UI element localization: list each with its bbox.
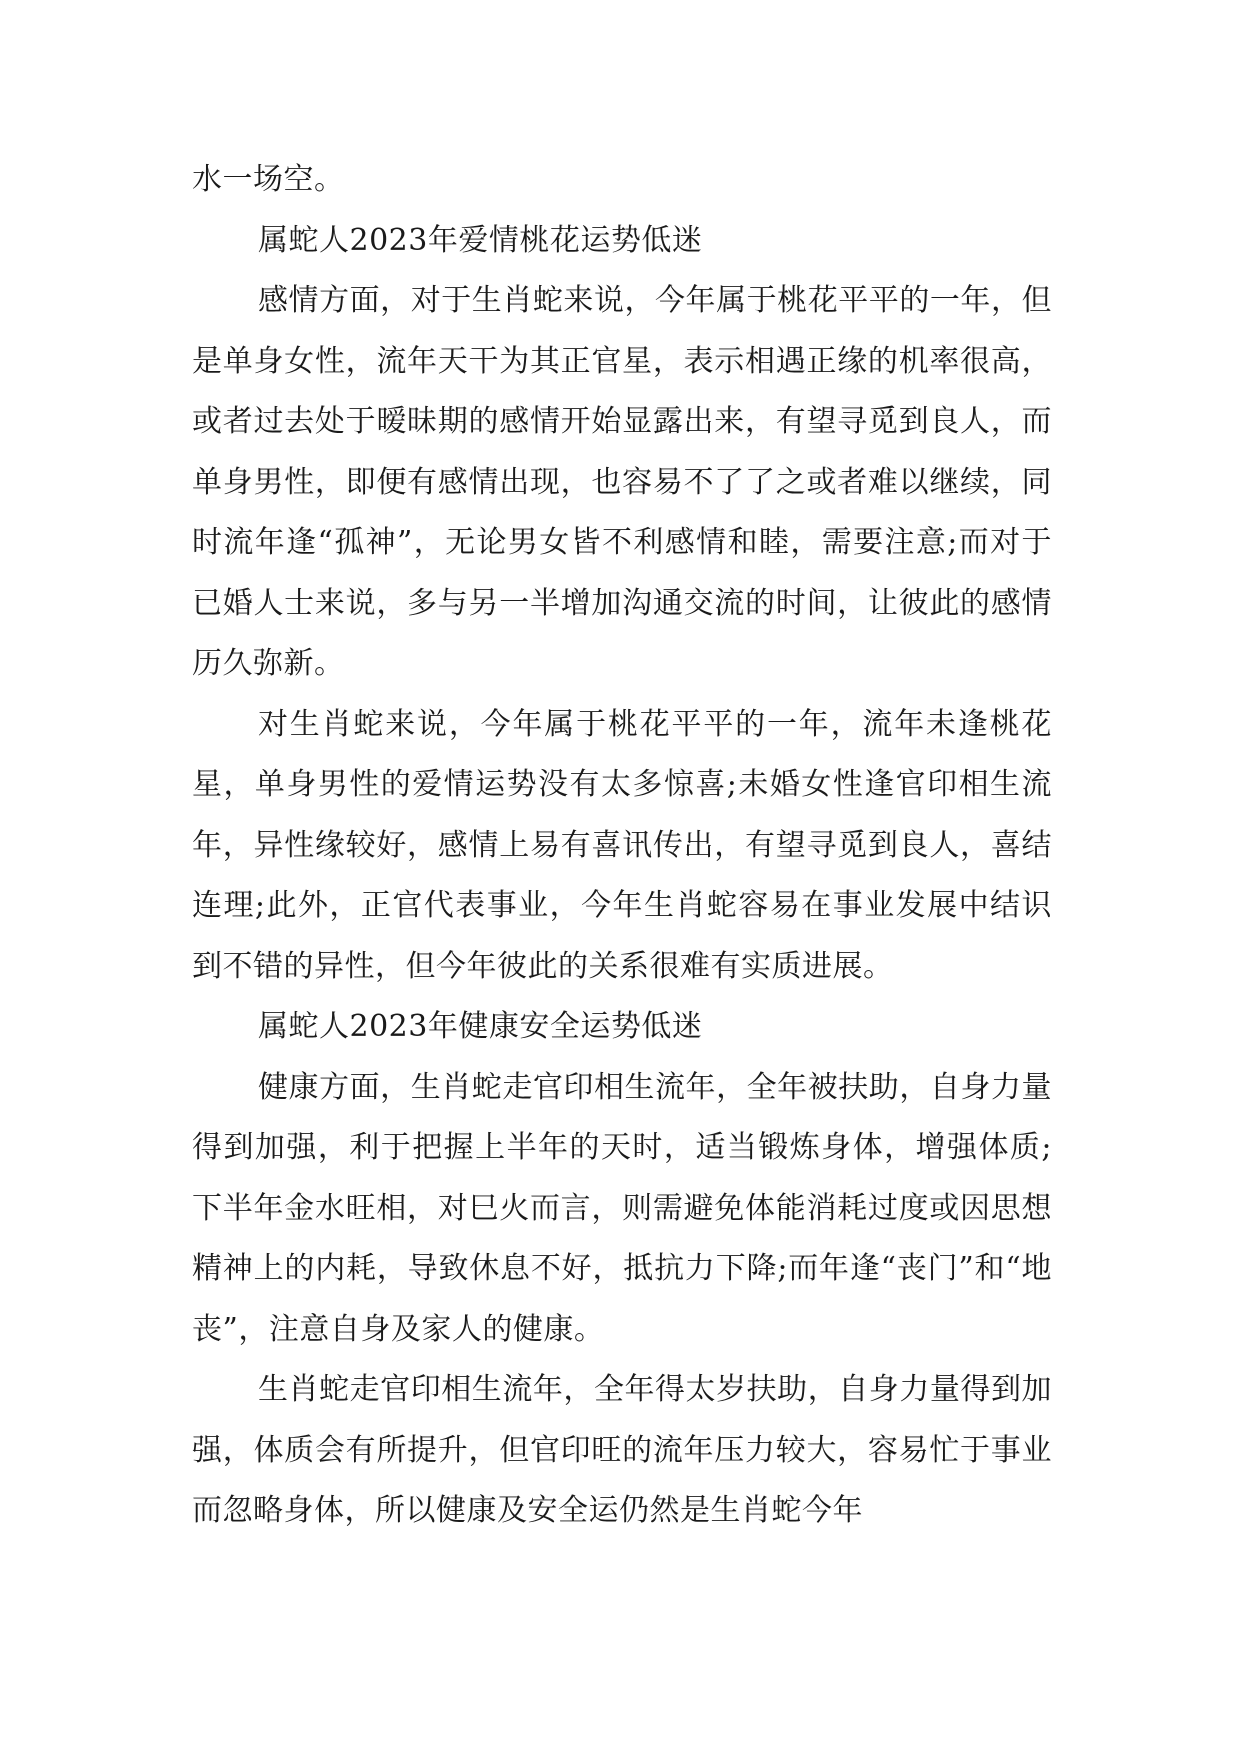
paragraph-love-2: 对生肖蛇来说，今年属于桃花平平的一年，流年未逢桃花星，单身男性的爱情运势没有太多惊喜;未婚女性逢官印相生流年，异性缘较好，感情上易有喜讯传出，有望寻觅到良人，喜结连理;此外，正官代表事业，今年生肖蛇容易在事业发展中结识到不错的异性，但今年彼此的关系很难有实质进展。 bbox=[192, 706, 1052, 984]
document-body bbox=[192, 150, 1052, 1542]
paragraph-love-1: 感情方面，对于生肖蛇来说，今年属于桃花平平的一年，但是单身女性，流年天干为其正官星，表示相遇正缘的机率很高，或者过去处于暧昧期的感情开始显露出来，有望寻觅到良人，而单身男性，即便有感情出现，也容易不了了之或者难以继续，同时流年逢“孤神”，无论男女皆不利感情和睦，需要注意;而对于已婚人士来说，多与另一半增加沟通交流的时间，让彼此的感情历久弥新。 bbox=[192, 283, 1052, 681]
paragraph-health-1: 健康方面，生肖蛇走官印相生流年，全年被扶助，自身力量得到加强，利于把握上半年的天时，适当锻炼身体，增强体质;下半年金水旺相，对巳火而言，则需避免体能消耗过度或因思想精神上的内耗，导致休息不好，抵抗力下降;而年逢“丧门”和“地丧”，注意自身及家人的健康。 bbox=[192, 1069, 1052, 1347]
paragraph-continuation: 水一场空。 bbox=[192, 162, 345, 197]
section-heading-health: 属蛇人2023年健康安全运势低迷 bbox=[258, 1009, 703, 1044]
section-heading-love: 属蛇人2023年爱情桃花运势低迷 bbox=[258, 222, 703, 258]
paragraph-health-2: 生肖蛇走官印相生流年，全年得太岁扶助，自身力量得到加强，体质会有所提升，但官印旺的流年压力较大，容易忙于事业而忽略身体，所以健康及安全运仍然是生肖蛇今年 bbox=[192, 1372, 1052, 1528]
